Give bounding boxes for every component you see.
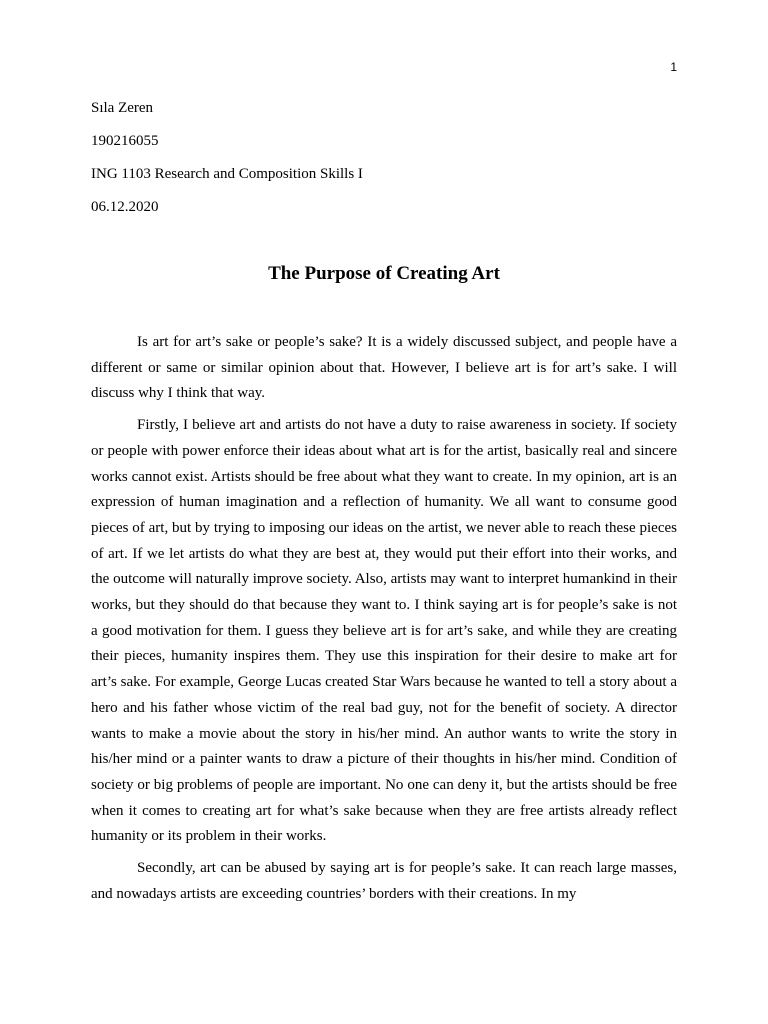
paragraph-firstly: Firstly, I believe art and artists do not have a duty to raise awareness in society. If society or people with power enforce their ideas about what art is for the artist, basically real and sincere works cannot exist. Artists should be free about what they want to create. In my opinion, art is an expression of human imagination and a reflection of humanity. We all want to consume good pieces of art, but by trying to imposing our ideas on the artist, we never able to reach these pieces of art. If we let artists do what they are best at, they would put their effort into their works, and the outcome will naturally improve society. Also, artists may want to interpret humankind in their works, but they should do that because they want to. I think saying art is for people’s sake is not a good motivation for them. I guess they believe art is for art’s sake, and while they are creating their pieces, humanity inspires them. They use this inspiration for their desire to make art for art’s sake. For example, George Lucas created Star Wars because he wanted to tell a story about a hero and his father whose victim of the real bad guy, not for the benefit of society. A director wants to make a movie about the story in his/her mind. An author wants to write the story in his/her mind or a painter wants to draw a picture of their thoughts in his/her mind. Condition of society or big problems of people are important. No one can deny it, but the artists should be free when it comes to creating art for what’s sake because when they are free artists already reflect humanity or its problem in their works. [91,417,677,845]
author-name: Sıla Zeren [91,100,154,116]
page-number: 1 [670,60,677,74]
course-name: ING 1103 Research and Composition Skills I [91,166,363,182]
document-title: The Purpose of Creating Art [268,263,500,284]
student-id: 190216055 [91,133,159,149]
paragraph-intro: Is art for art’s sake or people’s sake? It is a widely discussed subject, and people have a different or same or similar opinion about that. However, I believe art is for art’s sake. I will discuss why I think that way. [91,334,677,402]
document-header [91,97,677,229]
paragraph-secondly: Secondly, art can be abused by saying art is for people’s sake. It can reach large masses, and nowadays artists are exceeding countries’ borders with their creations. In my [91,860,677,902]
document-date: 06.12.2020 [91,199,159,215]
document-body [91,330,677,913]
